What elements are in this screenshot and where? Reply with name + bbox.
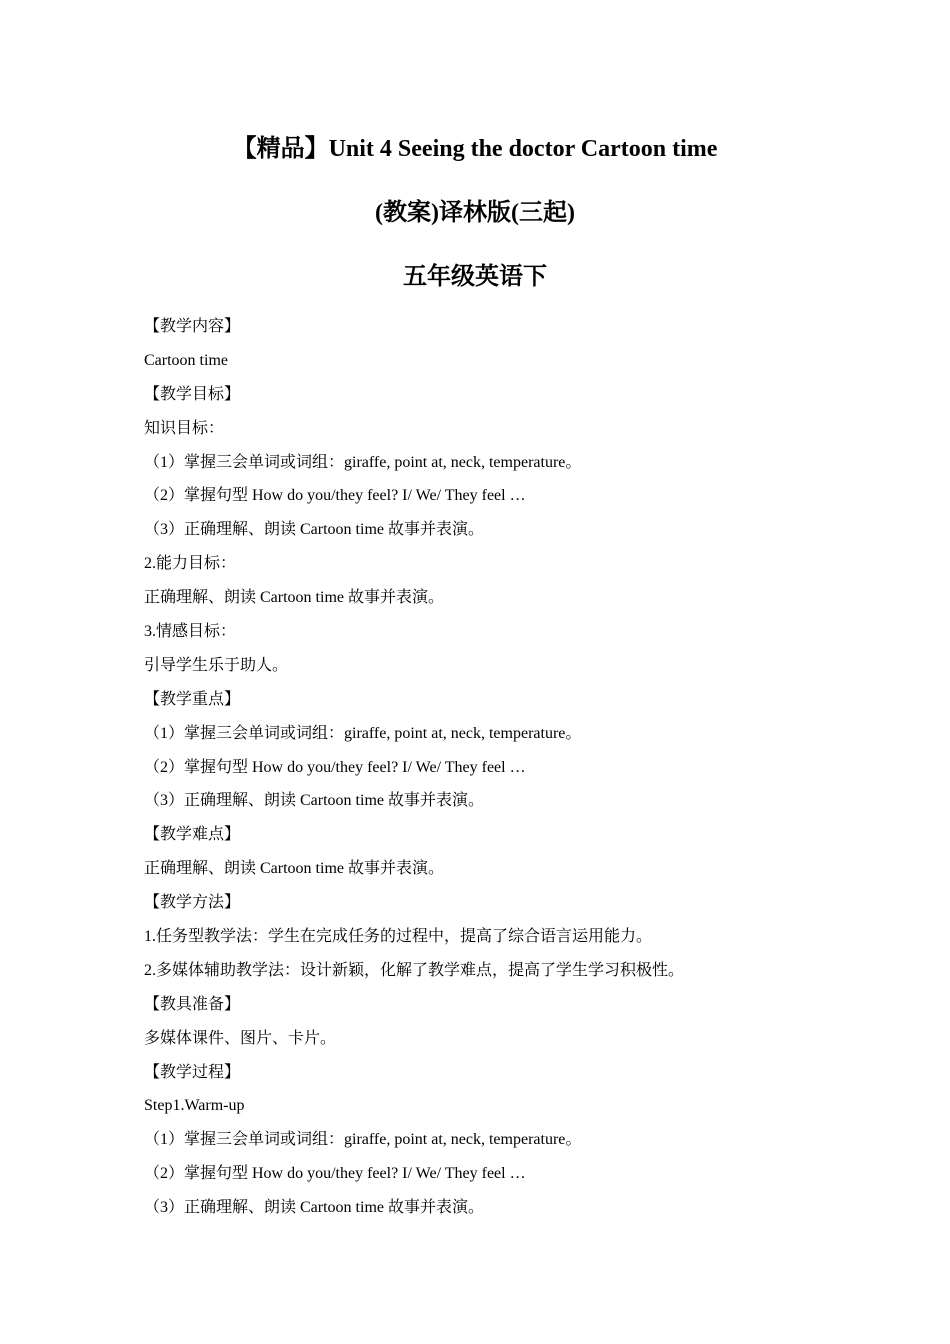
paragraph: 引导学生乐于助人。 [144, 656, 289, 674]
document-body [144, 313, 844, 1228]
paragraph: （1）掌握三会单词或词组：giraffe, point at, neck, temperature。 [144, 453, 582, 471]
section-heading-procedure: 【教学过程】 [144, 1063, 241, 1081]
paragraph: 2.多媒体辅助教学法：设计新颖，化解了教学难点，提高了学生学习积极性。 [144, 961, 685, 979]
paragraph: 正确理解、朗读 Cartoon time 故事并表演。 [144, 860, 444, 878]
paragraph: （3）正确理解、朗读 Cartoon time 故事并表演。 [144, 1199, 484, 1217]
paragraph: （2）掌握句型 How do you/they feel? I/ We/ They feel … [144, 1165, 526, 1183]
paragraph: （2）掌握句型 How do you/they feel? I/ We/ They feel … [144, 758, 526, 776]
section-heading-objectives: 【教学目标】 [144, 385, 241, 403]
paragraph: 2.能力目标： [144, 555, 237, 573]
paragraph: （3）正确理解、朗读 Cartoon time 故事并表演。 [144, 792, 484, 810]
document-title-line-3: 五年级英语下 [403, 264, 547, 290]
section-heading-methods: 【教学方法】 [144, 894, 241, 912]
paragraph: （3）正确理解、朗读 Cartoon time 故事并表演。 [144, 521, 484, 539]
paragraph: （1）掌握三会单词或词组：giraffe, point at, neck, temperature。 [144, 724, 582, 742]
paragraph: （1）掌握三会单词或词组：giraffe, point at, neck, temperature。 [144, 1131, 582, 1149]
paragraph: Cartoon time [144, 351, 228, 369]
paragraph: 正确理解、朗读 Cartoon time 故事并表演。 [144, 589, 444, 607]
paragraph: 知识目标： [144, 419, 225, 437]
paragraph: 3.情感目标： [144, 623, 237, 641]
document-title-line-2: (教案)译林版(三起) [375, 200, 575, 226]
paragraph: 1.任务型教学法：学生在完成任务的过程中，提高了综合语言运用能力。 [144, 928, 653, 946]
section-heading-difficulties: 【教学难点】 [144, 826, 241, 844]
paragraph: Step1.Warm-up [144, 1097, 245, 1115]
paragraph: （2）掌握句型 How do you/they feel? I/ We/ They feel … [144, 487, 526, 505]
document-title-line-1: 【精品】Unit 4 Seeing the doctor Cartoon time [232, 136, 718, 162]
section-heading-key-points: 【教学重点】 [144, 690, 241, 708]
section-heading-content: 【教学内容】 [144, 318, 241, 335]
paragraph: 多媒体课件、图片、卡片。 [144, 1029, 337, 1047]
section-heading-materials: 【教具准备】 [144, 995, 241, 1013]
